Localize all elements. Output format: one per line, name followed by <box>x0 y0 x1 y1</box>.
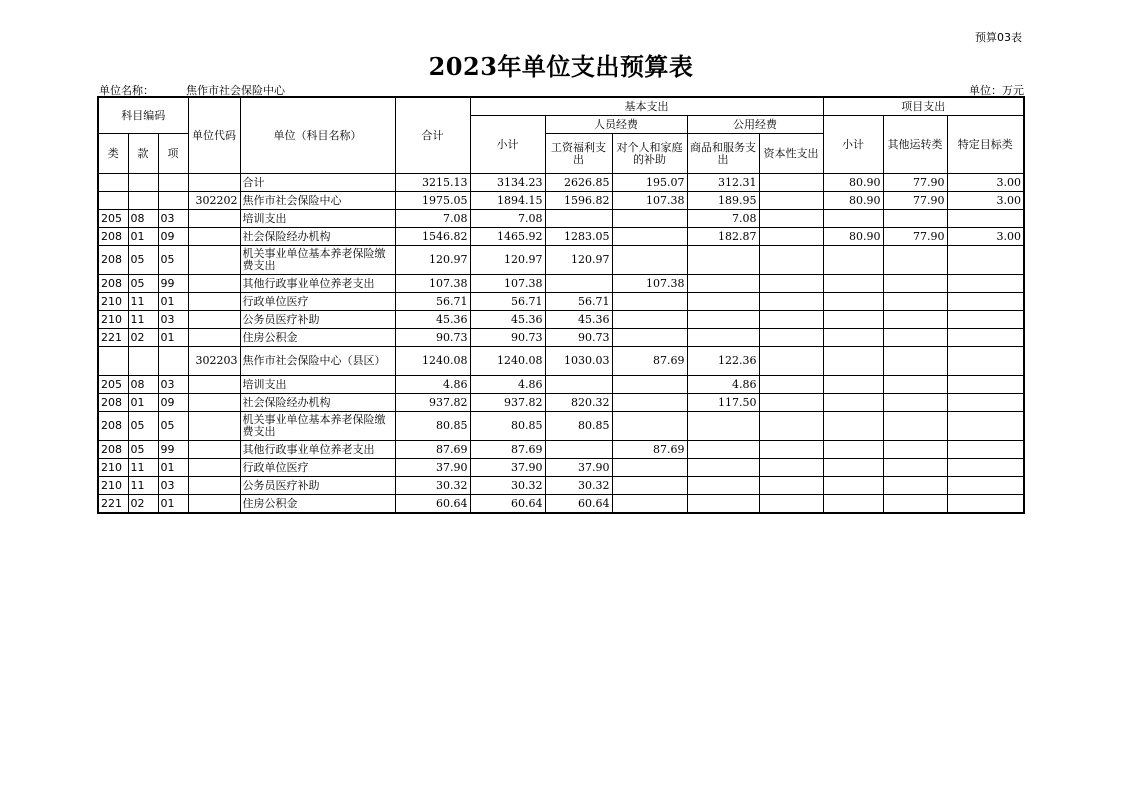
cell-project-subtotal <box>823 329 883 347</box>
table-row <box>98 192 1024 210</box>
cell-unit-code <box>188 477 240 495</box>
cell-unit-name: 住房公积金 <box>240 329 395 347</box>
cell-unit-name: 行政单位医疗 <box>240 293 395 311</box>
cell-project-subtotal <box>823 311 883 329</box>
cell-personal-subsidy <box>612 246 687 275</box>
cell-capital <box>759 441 823 459</box>
cell-lei: 210 <box>98 477 128 495</box>
cell-project-subtotal <box>823 459 883 477</box>
cell-project-subtotal <box>823 376 883 394</box>
cell-personal-subsidy <box>612 293 687 311</box>
cell-basic-subtotal: 30.32 <box>470 477 545 495</box>
cell-capital <box>759 495 823 514</box>
cell-basic-subtotal: 45.36 <box>470 311 545 329</box>
header-lei: 类 <box>98 134 128 174</box>
cell-personal-subsidy: 107.38 <box>612 275 687 293</box>
cell-other-ops <box>883 394 947 412</box>
cell-capital <box>759 174 823 192</box>
cell-capital <box>759 347 823 376</box>
cell-wages: 90.73 <box>545 329 612 347</box>
cell-personal-subsidy <box>612 311 687 329</box>
cell-other-ops <box>883 459 947 477</box>
cell-goods-services: 312.31 <box>687 174 759 192</box>
cell-kuan <box>128 174 158 192</box>
cell-personal-subsidy: 107.38 <box>612 192 687 210</box>
cell-unit-name: 社会保险经办机构 <box>240 394 395 412</box>
cell-total: 3215.13 <box>395 174 470 192</box>
cell-other-ops <box>883 275 947 293</box>
cell-special <box>947 394 1024 412</box>
cell-unit-code <box>188 228 240 246</box>
table-row <box>98 246 1024 275</box>
cell-kuan: 02 <box>128 329 158 347</box>
cell-unit-name: 机关事业单位基本养老保险缴费支出 <box>240 246 395 275</box>
header-project-expenditure: 项目支出 <box>823 97 1024 116</box>
table-row <box>98 441 1024 459</box>
cell-capital <box>759 412 823 441</box>
cell-lei: 208 <box>98 394 128 412</box>
table-row <box>98 477 1024 495</box>
cell-project-subtotal <box>823 477 883 495</box>
cell-special: 3.00 <box>947 192 1024 210</box>
cell-unit-code <box>188 210 240 228</box>
cell-personal-subsidy: 87.69 <box>612 347 687 376</box>
cell-lei: 208 <box>98 275 128 293</box>
table-row <box>98 329 1024 347</box>
cell-goods-services <box>687 441 759 459</box>
cell-project-subtotal: 80.90 <box>823 174 883 192</box>
cell-lei: 210 <box>98 293 128 311</box>
cell-project-subtotal <box>823 412 883 441</box>
cell-unit-name: 机关事业单位基本养老保险缴费支出 <box>240 412 395 441</box>
cell-other-ops <box>883 347 947 376</box>
cell-unit-name: 公务员医疗补助 <box>240 477 395 495</box>
cell-unit-code: 302203 <box>188 347 240 376</box>
cell-unit-name: 培训支出 <box>240 210 395 228</box>
cell-special <box>947 412 1024 441</box>
cell-personal-subsidy <box>612 376 687 394</box>
cell-total: 87.69 <box>395 441 470 459</box>
cell-kuan: 05 <box>128 275 158 293</box>
form-number: 预算03表 <box>975 31 1022 44</box>
cell-project-subtotal: 80.90 <box>823 228 883 246</box>
cell-capital <box>759 394 823 412</box>
table-row <box>98 293 1024 311</box>
cell-other-ops <box>883 412 947 441</box>
cell-kuan: 05 <box>128 246 158 275</box>
cell-total: 30.32 <box>395 477 470 495</box>
cell-project-subtotal <box>823 293 883 311</box>
cell-kuan: 01 <box>128 228 158 246</box>
cell-lei <box>98 192 128 210</box>
cell-goods-services <box>687 275 759 293</box>
cell-goods-services: 4.86 <box>687 376 759 394</box>
cell-kuan: 05 <box>128 441 158 459</box>
cell-total: 1975.05 <box>395 192 470 210</box>
cell-xiang: 03 <box>158 210 188 228</box>
cell-wages: 60.64 <box>545 495 612 514</box>
header-capital: 资本性支出 <box>759 134 823 174</box>
cell-capital <box>759 311 823 329</box>
header-personal-subsidy: 对个人和家庭的补助 <box>612 134 687 174</box>
cell-lei: 208 <box>98 228 128 246</box>
cell-unit-code <box>188 412 240 441</box>
cell-total: 4.86 <box>395 376 470 394</box>
cell-total: 45.36 <box>395 311 470 329</box>
cell-unit-code: 302202 <box>188 192 240 210</box>
table-row <box>98 459 1024 477</box>
cell-personal-subsidy <box>612 412 687 441</box>
cell-lei: 208 <box>98 246 128 275</box>
cell-other-ops <box>883 210 947 228</box>
cell-goods-services <box>687 477 759 495</box>
cell-wages <box>545 376 612 394</box>
cell-personal-subsidy <box>612 477 687 495</box>
cell-capital <box>759 477 823 495</box>
cell-unit-code <box>188 329 240 347</box>
cell-total: 1546.82 <box>395 228 470 246</box>
cell-capital <box>759 329 823 347</box>
cell-other-ops <box>883 329 947 347</box>
cell-other-ops <box>883 293 947 311</box>
cell-other-ops <box>883 246 947 275</box>
table-row <box>98 495 1024 514</box>
cell-total: 60.64 <box>395 495 470 514</box>
cell-lei: 205 <box>98 210 128 228</box>
cell-capital <box>759 293 823 311</box>
cell-lei <box>98 174 128 192</box>
cell-kuan: 11 <box>128 459 158 477</box>
cell-unit-name: 其他行政事业单位养老支出 <box>240 275 395 293</box>
cell-total: 937.82 <box>395 394 470 412</box>
table-row <box>98 210 1024 228</box>
cell-special <box>947 293 1024 311</box>
cell-capital <box>759 228 823 246</box>
cell-goods-services: 117.50 <box>687 394 759 412</box>
cell-goods-services <box>687 293 759 311</box>
cell-basic-subtotal: 120.97 <box>470 246 545 275</box>
cell-total: 56.71 <box>395 293 470 311</box>
cell-wages <box>545 275 612 293</box>
cell-goods-services <box>687 246 759 275</box>
cell-special <box>947 441 1024 459</box>
cell-xiang: 09 <box>158 394 188 412</box>
cell-personal-subsidy <box>612 459 687 477</box>
cell-wages: 1283.05 <box>545 228 612 246</box>
cell-project-subtotal <box>823 347 883 376</box>
cell-special <box>947 477 1024 495</box>
header-personnel: 人员经费 <box>545 116 687 134</box>
cell-lei: 210 <box>98 311 128 329</box>
table-row <box>98 412 1024 441</box>
cell-basic-subtotal: 1240.08 <box>470 347 545 376</box>
table-row <box>98 174 1024 192</box>
cell-capital <box>759 192 823 210</box>
header-xiang: 项 <box>158 134 188 174</box>
cell-personal-subsidy <box>612 329 687 347</box>
cell-kuan: 08 <box>128 376 158 394</box>
cell-special <box>947 347 1024 376</box>
cell-basic-subtotal: 4.86 <box>470 376 545 394</box>
cell-basic-subtotal: 56.71 <box>470 293 545 311</box>
cell-goods-services: 189.95 <box>687 192 759 210</box>
cell-xiang: 03 <box>158 376 188 394</box>
table-row <box>98 394 1024 412</box>
cell-unit-code <box>188 246 240 275</box>
cell-kuan: 01 <box>128 394 158 412</box>
cell-unit-name: 住房公积金 <box>240 495 395 514</box>
cell-project-subtotal <box>823 495 883 514</box>
cell-unit-name: 行政单位医疗 <box>240 459 395 477</box>
cell-basic-subtotal: 7.08 <box>470 210 545 228</box>
cell-wages: 45.36 <box>545 311 612 329</box>
table-row <box>98 275 1024 293</box>
header-total: 合计 <box>395 97 470 174</box>
cell-xiang <box>158 174 188 192</box>
cell-special <box>947 210 1024 228</box>
cell-basic-subtotal: 60.64 <box>470 495 545 514</box>
cell-lei: 208 <box>98 441 128 459</box>
cell-unit-code <box>188 495 240 514</box>
cell-xiang: 01 <box>158 495 188 514</box>
cell-personal-subsidy: 87.69 <box>612 441 687 459</box>
cell-project-subtotal: 80.90 <box>823 192 883 210</box>
cell-basic-subtotal: 80.85 <box>470 412 545 441</box>
cell-personal-subsidy <box>612 495 687 514</box>
cell-xiang: 05 <box>158 246 188 275</box>
cell-xiang: 99 <box>158 275 188 293</box>
cell-other-ops: 77.90 <box>883 192 947 210</box>
cell-project-subtotal <box>823 246 883 275</box>
cell-total: 90.73 <box>395 329 470 347</box>
cell-special: 3.00 <box>947 228 1024 246</box>
cell-lei: 210 <box>98 459 128 477</box>
cell-capital <box>759 246 823 275</box>
cell-wages: 37.90 <box>545 459 612 477</box>
cell-kuan: 05 <box>128 412 158 441</box>
cell-goods-services <box>687 412 759 441</box>
cell-wages: 120.97 <box>545 246 612 275</box>
cell-lei: 208 <box>98 412 128 441</box>
cell-project-subtotal <box>823 394 883 412</box>
cell-total: 1240.08 <box>395 347 470 376</box>
cell-unit-code <box>188 174 240 192</box>
cell-total: 80.85 <box>395 412 470 441</box>
cell-goods-services <box>687 311 759 329</box>
header-kuan: 款 <box>128 134 158 174</box>
cell-personal-subsidy <box>612 394 687 412</box>
unit-measure: 单位：万元 <box>969 84 1024 97</box>
cell-wages <box>545 441 612 459</box>
cell-unit-name: 其他行政事业单位养老支出 <box>240 441 395 459</box>
cell-unit-code <box>188 311 240 329</box>
cell-lei <box>98 347 128 376</box>
header-unit-code: 单位代码 <box>188 97 240 174</box>
cell-wages <box>545 210 612 228</box>
cell-basic-subtotal: 1465.92 <box>470 228 545 246</box>
cell-wages: 80.85 <box>545 412 612 441</box>
cell-xiang: 09 <box>158 228 188 246</box>
cell-basic-subtotal: 1894.15 <box>470 192 545 210</box>
cell-other-ops <box>883 441 947 459</box>
cell-basic-subtotal: 87.69 <box>470 441 545 459</box>
unit-name-label: 单位名称： <box>99 84 154 97</box>
cell-goods-services <box>687 459 759 477</box>
header-project-subtotal: 小计 <box>823 116 883 174</box>
header-special: 特定目标类 <box>947 116 1024 174</box>
cell-wages: 2626.85 <box>545 174 612 192</box>
cell-unit-name: 公务员医疗补助 <box>240 311 395 329</box>
cell-kuan: 08 <box>128 210 158 228</box>
table-row <box>98 228 1024 246</box>
cell-unit-name: 焦作市社会保险中心（县区） <box>240 347 395 376</box>
cell-basic-subtotal: 37.90 <box>470 459 545 477</box>
cell-unit-code <box>188 394 240 412</box>
header-public: 公用经费 <box>687 116 823 134</box>
header-basic-expenditure: 基本支出 <box>470 97 823 116</box>
cell-special <box>947 246 1024 275</box>
cell-other-ops <box>883 376 947 394</box>
cell-project-subtotal <box>823 275 883 293</box>
cell-special <box>947 495 1024 514</box>
header-unit-name: 单位（科目名称） <box>240 97 395 174</box>
cell-unit-code <box>188 459 240 477</box>
header-other-ops: 其他运转类 <box>883 116 947 174</box>
cell-basic-subtotal: 90.73 <box>470 329 545 347</box>
cell-other-ops <box>883 495 947 514</box>
header-subject-code: 科目编码 <box>98 97 188 134</box>
cell-personal-subsidy <box>612 228 687 246</box>
cell-goods-services: 122.36 <box>687 347 759 376</box>
cell-other-ops: 77.90 <box>883 174 947 192</box>
cell-project-subtotal <box>823 441 883 459</box>
cell-unit-code <box>188 376 240 394</box>
cell-total: 120.97 <box>395 246 470 275</box>
cell-xiang <box>158 347 188 376</box>
cell-basic-subtotal: 3134.23 <box>470 174 545 192</box>
table-row <box>98 347 1024 376</box>
cell-wages: 1596.82 <box>545 192 612 210</box>
page-title: 2023年单位支出预算表 <box>428 52 694 81</box>
cell-xiang: 01 <box>158 293 188 311</box>
cell-goods-services <box>687 329 759 347</box>
cell-xiang: 03 <box>158 477 188 495</box>
cell-unit-name: 培训支出 <box>240 376 395 394</box>
cell-special <box>947 311 1024 329</box>
cell-kuan: 11 <box>128 477 158 495</box>
cell-kuan <box>128 347 158 376</box>
cell-unit-code <box>188 275 240 293</box>
cell-unit-name: 合计 <box>240 174 395 192</box>
unit-name-value: 焦作市社会保险中心 <box>186 84 285 97</box>
cell-unit-code <box>188 293 240 311</box>
cell-xiang: 01 <box>158 459 188 477</box>
table-row <box>98 376 1024 394</box>
budget-table <box>97 96 1025 514</box>
cell-lei: 205 <box>98 376 128 394</box>
cell-unit-code <box>188 441 240 459</box>
cell-basic-subtotal: 937.82 <box>470 394 545 412</box>
cell-lei: 221 <box>98 495 128 514</box>
cell-total: 107.38 <box>395 275 470 293</box>
cell-project-subtotal <box>823 210 883 228</box>
cell-special <box>947 329 1024 347</box>
cell-special <box>947 376 1024 394</box>
cell-goods-services: 182.87 <box>687 228 759 246</box>
cell-basic-subtotal: 107.38 <box>470 275 545 293</box>
cell-wages: 30.32 <box>545 477 612 495</box>
cell-unit-name: 社会保险经办机构 <box>240 228 395 246</box>
cell-kuan <box>128 192 158 210</box>
header-wages: 工资福利支出 <box>545 134 612 174</box>
cell-special <box>947 275 1024 293</box>
cell-wages: 820.32 <box>545 394 612 412</box>
cell-total: 7.08 <box>395 210 470 228</box>
cell-capital <box>759 275 823 293</box>
cell-kuan: 11 <box>128 311 158 329</box>
cell-wages: 56.71 <box>545 293 612 311</box>
cell-lei: 221 <box>98 329 128 347</box>
cell-xiang: 01 <box>158 329 188 347</box>
cell-other-ops <box>883 311 947 329</box>
cell-total: 37.90 <box>395 459 470 477</box>
cell-wages: 1030.03 <box>545 347 612 376</box>
header-goods-services: 商品和服务支出 <box>687 134 759 174</box>
cell-capital <box>759 210 823 228</box>
cell-capital <box>759 376 823 394</box>
cell-xiang: 05 <box>158 412 188 441</box>
cell-xiang: 03 <box>158 311 188 329</box>
cell-personal-subsidy: 195.07 <box>612 174 687 192</box>
cell-kuan: 11 <box>128 293 158 311</box>
cell-other-ops <box>883 477 947 495</box>
table-body <box>98 174 1024 514</box>
cell-xiang <box>158 192 188 210</box>
cell-kuan: 02 <box>128 495 158 514</box>
cell-capital <box>759 459 823 477</box>
cell-personal-subsidy <box>612 210 687 228</box>
header-basic-subtotal: 小计 <box>470 116 545 174</box>
cell-special <box>947 459 1024 477</box>
cell-other-ops: 77.90 <box>883 228 947 246</box>
cell-goods-services: 7.08 <box>687 210 759 228</box>
cell-goods-services <box>687 495 759 514</box>
cell-special: 3.00 <box>947 174 1024 192</box>
cell-unit-name: 焦作市社会保险中心 <box>240 192 395 210</box>
cell-xiang: 99 <box>158 441 188 459</box>
table-row <box>98 311 1024 329</box>
